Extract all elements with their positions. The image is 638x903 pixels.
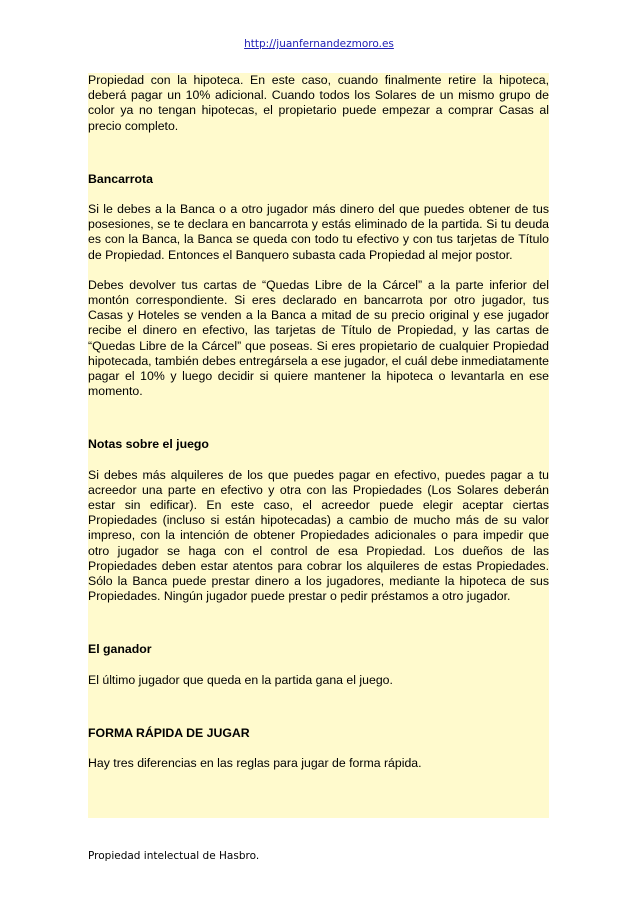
forma-rapida-heading: FORMA RÁPIDA DE JUGAR bbox=[88, 725, 250, 740]
ganador-paragraph: El último jugador que queda en la partida gana el juego. bbox=[88, 672, 393, 687]
ganador-heading: El ganador bbox=[88, 642, 152, 657]
intro-paragraph: Propiedad con la hipoteca. En este caso, cuando finalmente retire la hipoteca, deberá pagar un 10% adicional. Cuando todos los Solares de un mismo grupo de color ya no tengan hipotecas, el propietario puede empezar a comprar Casas al precio completo. bbox=[88, 73, 549, 133]
header-url-link[interactable]: http://juanfernandezmoro.es bbox=[244, 38, 394, 50]
document-body bbox=[88, 73, 549, 818]
bancarrota-paragraph-2: Debes devolver tus cartas de “Quedas Libre de la Cárcel” a la parte inferior del montón correspondiente. Si eres declarado en bancarrota por otro jugador, tus Casas y Hoteles se venden a la Banca a mitad de su precio original y ese jugador recibe el dinero en efectivo, las tarjetas de Título de Propiedad, y las cartas de “Quedas Libre de la Cárcel” que poseas. Si eres propietario de cualquier Propiedad hipotecada, también debes entregársela a ese jugador, el cuál debe inmediatamente pagar el 10% y luego decidir si quiere mantener la hipoteca o levantarla en ese momento. bbox=[88, 277, 549, 399]
footer-copyright: Propiedad intelectual de Hasbro. bbox=[88, 850, 260, 862]
bancarrota-heading: Bancarrota bbox=[88, 171, 153, 186]
notas-heading: Notas sobre el juego bbox=[88, 437, 209, 452]
notas-paragraph: Si debes más alquileres de los que puedes pagar en efectivo, puedes pagar a tu acreedor una parte en efectivo y otra con las Propiedades (Los Solares deberán estar sin edificar). En este caso, el acreedor puede elegir aceptar ciertas Propiedades (incluso si están hipotecadas) a cambio de mucho más de su valor impreso, con la intención de obtener Propiedades adicionales o para impedir que otro jugador se haga con el control de esa Propiedad. Los dueños de las Propiedades deben estar atentos para cobrar los alquileres de estas Propiedades. Sólo la Banca puede prestar dinero a los jugadores, mediante la hipoteca de sus Propiedades. Ningún jugador puede prestar o pedir préstamos a otro jugador. bbox=[88, 467, 549, 604]
bancarrota-paragraph-1: Si le debes a la Banca o a otro jugador más dinero del que puedes obtener de tus posesiones, se te declara en bancarrota y estás eliminado de la partida. Si tu deuda es con la Banca, la Banca se queda con todo tu efectivo y con tus tarjetas de Título de Propiedad. Entonces el Banquero subasta cada Propiedad al mejor postor. bbox=[88, 202, 549, 262]
forma-rapida-paragraph: Hay tres diferencias en las reglas para jugar de forma rápida. bbox=[88, 756, 422, 771]
